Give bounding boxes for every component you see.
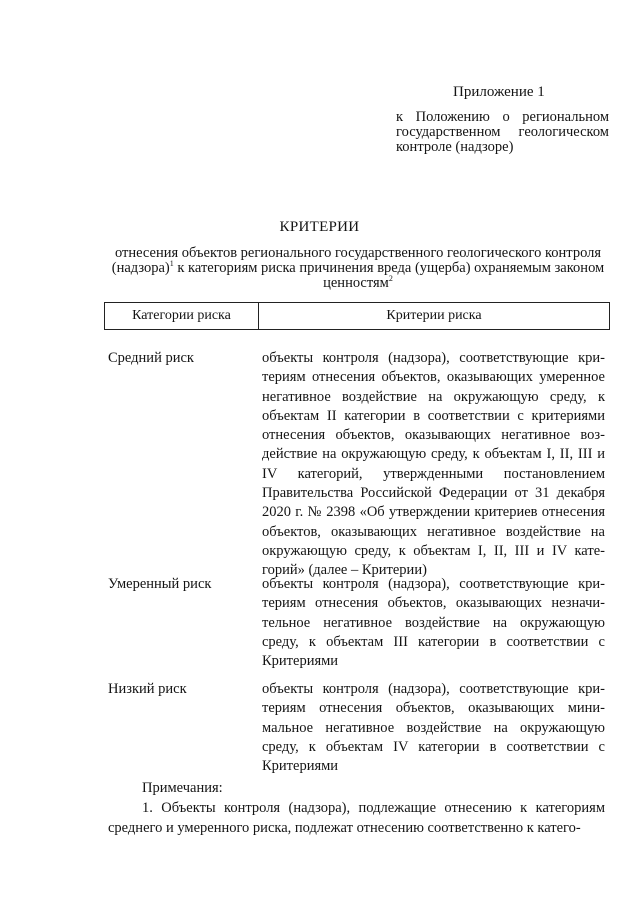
subtitle-part-2: к категориям риска причинения вреда (ущерба) охраняемым законом ценностям: [173, 260, 605, 291]
row-category-low: Низкий риск: [108, 681, 187, 697]
row-category-medium: Средний риск: [108, 350, 194, 366]
appendix-subtitle: к Положению о региональном государственном геологическом контроле (надзоре): [396, 109, 609, 155]
notes-title: Примечания:: [142, 780, 223, 796]
subtitle-part-1: отнесения объектов регионального государственного геологического контроля (надзора): [111, 245, 602, 276]
table-header: [104, 302, 610, 330]
row-criteria-medium: объекты контроля (надзора), соответствующие критериям отнесения объектов, оказывающих умеренное негативное воздействие на окружающую среду, к объектам II категории в соответствии с критериями отнесения объектов, оказывающих негативное воздействие на окружающую среду, к объектам I, II, III и IV категорий, утвержденными постановлением Правительства Российской Федерации от 31 декабря 2020 г. № 2398 «Об утверждении критериев отнесения объектов, оказывающих негативное воздействие на окружающую среду, к объектам I, II, III и IV категорий» (далее – Критерии): [262, 350, 605, 579]
footnote-mark-1: 1: [169, 259, 174, 268]
row-category-moderate: Умеренный риск: [108, 576, 212, 592]
note-item-1: 1. Объекты контроля (надзора), подлежащие отнесению к категориям среднего и умеренного риска, подлежат отнесению соответственно к катего-: [108, 800, 605, 836]
appendix-title: Приложение 1: [453, 84, 545, 100]
document-title: КРИТЕРИИ: [279, 219, 360, 235]
row-criteria-moderate: объекты контроля (надзора), соответствующие критериям отнесения объектов, оказывающих незначительное негативное воздействие на окружающую среду, к объектам III категории в соответствии с Критериями: [262, 576, 605, 670]
footnote-mark-2: 2: [388, 274, 393, 283]
row-criteria-low: объекты контроля (надзора), соответствующие критериям отнесения объектов, оказывающих минимальное негативное воздействие на окружающую среду, к объектам IV категории в соответствии с Критериями: [262, 681, 605, 775]
header-risk-category: Категории риска: [105, 303, 259, 329]
document-subtitle: [108, 246, 608, 291]
header-risk-criteria: Критерии риска: [386, 308, 482, 323]
